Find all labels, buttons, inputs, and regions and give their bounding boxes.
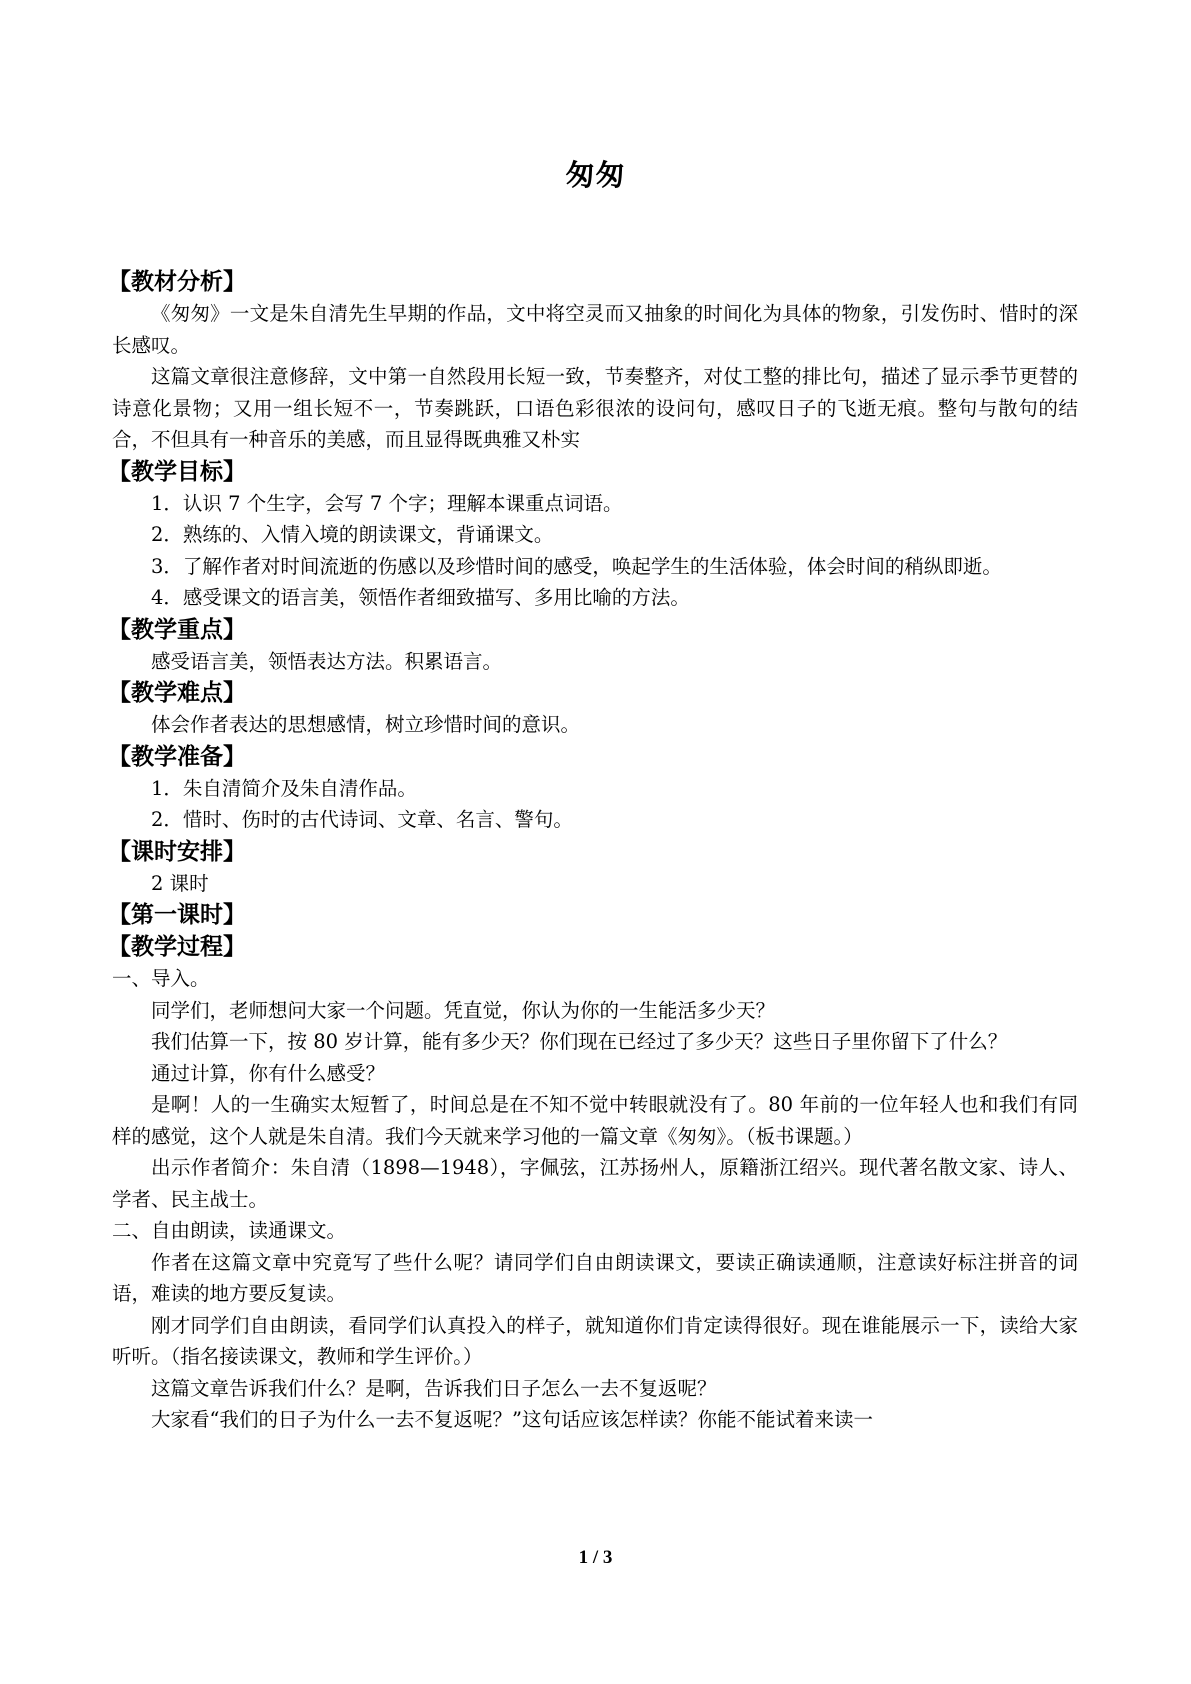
section-heading-key-points: 【教学重点】 xyxy=(108,615,246,643)
paragraph: 是啊！人的一生确实太短暂了，时间总是在不知不觉中转眼就没有了。80 年前的一位年轻人也和我们有同样的感觉，这个人就是朱自清。我们今天就来学习他的一篇文章《匆匆》。（板书课题。） xyxy=(112,1093,1078,1148)
document-body xyxy=(108,266,1078,1436)
list-item: 1．朱自清简介及朱自清作品。 xyxy=(151,776,417,800)
document-title: 匆匆 xyxy=(565,158,626,192)
paragraph: 《匆匆》一文是朱自清先生早期的作品，文中将空灵而又抽象的时间化为具体的物象，引发伤时、惜时的深长感叹。 xyxy=(112,302,1078,357)
page-number: 1 / 3 xyxy=(578,1547,613,1568)
paragraph: 我们估算一下，按 80 岁计算，能有多少天？你们现在已经过了多少天？这些日子里你留下了什么？ xyxy=(151,1030,1008,1053)
list-item: 2．惜时、伤时的古代诗词、文章、名言、警句。 xyxy=(151,808,573,831)
step-heading: 一、导入。 xyxy=(112,967,210,990)
paragraph: 2 课时 xyxy=(151,871,209,895)
list-item: 1．认识 7 个生字，会写 7 个字；理解本课重点词语。 xyxy=(151,491,623,515)
section-heading-preparation: 【教学准备】 xyxy=(108,742,246,770)
paragraph: 这篇文章很注意修辞，文中第一自然段用长短一致，节奏整齐，对仗工整的排比句，描述了显示季节更替的诗意化景物；又用一组长短不一，节奏跳跃，口语色彩很浓的设问句，感叹日子的飞逝无痕。整句与散句的结合，不但具有一种音乐的美感，而且显得既典雅又朴实 xyxy=(112,365,1078,451)
section-heading-schedule: 【课时安排】 xyxy=(108,837,246,865)
paragraph: 出示作者简介：朱自清（1898—1948），字佩弦，江苏扬州人，原籍浙江绍兴。现代著名散文家、诗人、学者、民主战士。 xyxy=(112,1156,1078,1211)
paragraph: 通过计算，你有什么感受？ xyxy=(151,1061,386,1085)
paragraph: 感受语言美，领悟表达方法。积累语言。 xyxy=(151,649,503,673)
list-item: 2．熟练的、入情入境的朗读课文，背诵课文。 xyxy=(151,523,554,546)
section-heading-teaching-process: 【教学过程】 xyxy=(108,933,246,960)
section-heading-textbook-analysis: 【教材分析】 xyxy=(108,268,246,295)
paragraph: 大家看“我们的日子为什么一去不复返呢？”这句话应该怎样读？你能不能试着来读一 xyxy=(151,1408,873,1431)
paragraph: 体会作者表达的思想感情，树立珍惜时间的意识。 xyxy=(151,713,581,736)
list-item: 4．感受课文的语言美，领悟作者细致描写、多用比喻的方法。 xyxy=(151,586,690,609)
step-heading: 二、自由朗读，读通课文。 xyxy=(112,1219,347,1242)
paragraph: 同学们，老师想问大家一个问题。凭直觉，你认为你的一生能活多少天？ xyxy=(151,998,776,1022)
section-heading-difficulties: 【教学难点】 xyxy=(108,679,246,706)
paragraph: 这篇文章告诉我们什么？是啊，告诉我们日子怎么一去不复返呢？ xyxy=(151,1376,717,1400)
paragraph: 作者在这篇文章中究竟写了些什么呢？请同学们自由朗读课文，要读正确读通顺，注意读好标注拼音的词语，难读的地方要反复读。 xyxy=(112,1250,1078,1305)
list-item: 3．了解作者对时间流逝的伤感以及珍惜时间的感受，唤起学生的生活体验，体会时间的稍纵即逝。 xyxy=(151,554,1002,578)
section-heading-teaching-goals: 【教学目标】 xyxy=(108,457,246,485)
section-heading-first-lesson: 【第一课时】 xyxy=(108,901,246,928)
paragraph: 刚才同学们自由朗读，看同学们认真投入的样子，就知道你们肯定读得很好。现在谁能展示一下，读给大家听听。（指名接读课文，教师和学生评价。） xyxy=(112,1313,1078,1368)
